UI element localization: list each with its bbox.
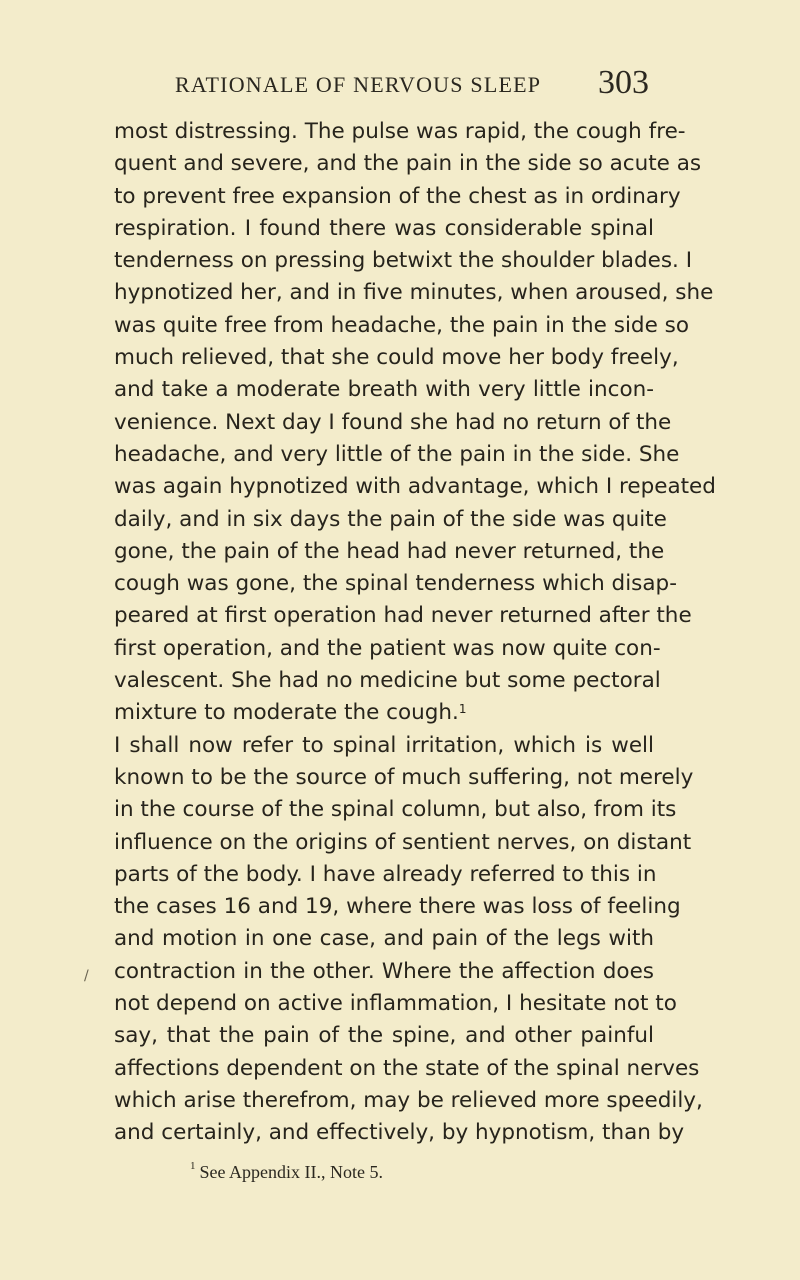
text-line: was again hypnotized with advantage, which I repeated — [114, 474, 716, 500]
text-line: and certainly, and effectively, by hypnotism, than by — [114, 1120, 685, 1146]
text-line: most distressing. The pulse was rapid, the cough fre- — [114, 119, 686, 144]
text-line: the cases 16 and 19, where there was loss of feeling — [114, 894, 681, 920]
running-head — [0, 64, 800, 108]
text-line: to prevent free expansion of the chest as in ordinary — [114, 183, 681, 209]
text-line: cough was gone, the spinal tenderness which disap- — [114, 571, 677, 597]
text-line: tenderness on pressing betwixt the shoulder blades. I — [114, 248, 693, 274]
footnote-marker: 1 — [190, 1160, 196, 1172]
text-line: and motion in one case, and pain of the legs with — [114, 926, 654, 952]
text-line: gone, the pain of the head had never returned, the — [114, 538, 665, 564]
text-line: I shall now refer to spinal irritation, which is well — [114, 732, 654, 758]
page-number: 303 — [598, 64, 649, 101]
text-line: parts of the body. I have already referred to this in — [114, 861, 657, 887]
text-line: and take a moderate breath with very little incon- — [114, 377, 654, 403]
text-line: first operation, and the patient was now quite con- — [114, 635, 661, 661]
margin-mark: / — [84, 968, 89, 984]
text-line: say, that the pain of the spine, and other painful — [114, 1023, 654, 1049]
text-line: in the course of the spinal column, but also, from its — [114, 797, 677, 823]
text-line: much relieved, that she could move her body freely, — [114, 345, 679, 371]
text-line: headache, and very little of the pain in the side. She — [114, 441, 680, 467]
text-line: daily, and in six days the pain of the side was quite — [114, 506, 667, 532]
text-line: venience. Next day I found she had no return of the — [114, 409, 672, 435]
text-line: quent and severe, and the pain in the side so acute as — [114, 151, 702, 177]
footnote-reference[interactable]: 1 — [458, 702, 467, 717]
text-line: influence on the origins of sentient nerves, on distant — [114, 829, 692, 855]
text-line: known to be the source of much suffering, not merely — [114, 764, 694, 790]
text-line-paragraph-end — [114, 697, 654, 729]
text-line: valescent. She had no medicine but some pectoral — [114, 668, 661, 694]
text-line: hypnotized her, and in five minutes, when aroused, she — [114, 280, 714, 306]
footnote-text: See Appendix II., Note 5. — [199, 1162, 383, 1182]
body-text — [114, 116, 716, 1150]
text-line: affections dependent on the state of the spinal nerves — [114, 1055, 700, 1081]
running-head-title: RATIONALE OF NERVOUS SLEEP — [175, 72, 542, 97]
text-line: respiration. I found there was considerable spinal — [114, 215, 654, 241]
text-line: peared at first operation had never returned after the — [114, 603, 692, 629]
text-line: not depend on active inflammation, I hesitate not to — [114, 991, 677, 1017]
text-line: was quite free from headache, the pain in the side so — [114, 312, 689, 338]
text-line-content: mixture to moderate the cough. — [114, 700, 459, 726]
text-line: contraction in the other. Where the affection does — [114, 958, 654, 984]
footnote — [190, 1162, 383, 1183]
text-line: which arise therefrom, may be relieved more speedily, — [114, 1087, 703, 1113]
